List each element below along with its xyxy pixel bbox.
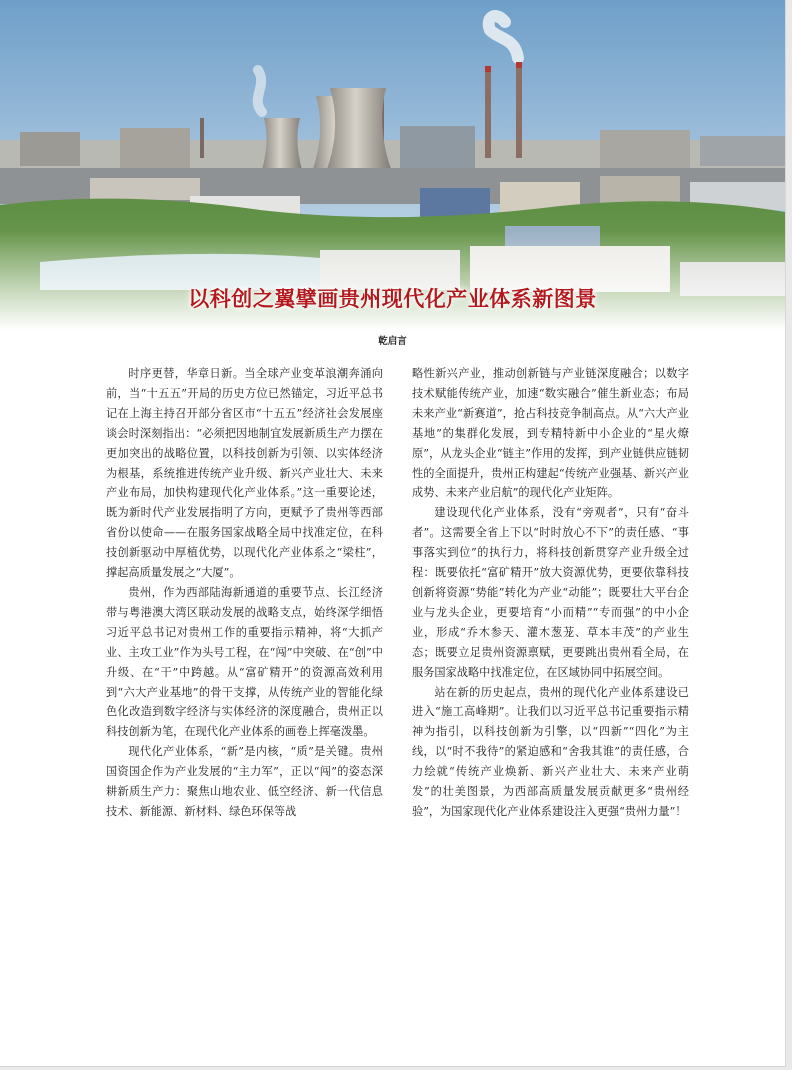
paragraph: 建设现代化产业体系，没有“旁观者”，只有“奋斗者”。这需要全省上下以“时时放心不下”的责任感、“事事落实到位”的执行力，将科技创新贯穿产业升级全过程：既要依托“富矿精开”放大资源优势，更要依靠科技创新将资源“势能”转化为产业“动能”；既要壮大平台企业与龙头企业，更要培育“小而精”“专而强”的中小企业，形成“乔木参天、灌木葱茏、草本丰茂”的产业生态；既要立足贵州资源禀赋，更要跳出贵州看全局，在服务国家战略中找准定位，在区域协同中拓展空间。	[412, 506, 689, 679]
text-column-right	[412, 364, 689, 822]
text-column-left	[106, 364, 383, 822]
paragraph: 站在新的历史起点，贵州的现代化产业体系建设已进入“施工高峰期”。让我们以习近平总书记重要指示精神为指引，以科技创新为引擎，以“四新”“四化”为主线，以“时不我待”的紧迫感和“舍我其谁”的责任感，合力绘就“传统产业焕新、新兴产业壮大、未来产业萌发”的壮美图景，为西部高质量发展贡献更多“贵州经验”，为国家现代化产业体系建设注入更强“贵州力量”！	[412, 685, 689, 818]
industrial-park-illustration	[0, 0, 785, 330]
article-author: 乾启言	[378, 336, 407, 347]
hero-photo	[0, 0, 785, 330]
paragraph: 贵州，作为西部陆海新通道的重要节点、长江经济带与粤港澳大湾区联动发展的战略支点，始终深学细悟习近平总书记对贵州工作的重要指示精神，将“大抓产业、主攻工业”作为头号工程，在“闯”中突破、在“创”中升级、在“干”中跨越。从“富矿精开”的资源高效利用到“六大产业基地”的骨干支撑，从传统产业的智能化绿色化改造到数字经济与实体经济的深度融合，贵州正以科技创新为笔，在现代化产业体系的画卷上挥毫泼墨。	[106, 585, 383, 739]
paragraph-continued: 略性新兴产业，推动创新链与产业链深度融合；以数字技术赋能传统产业，加速“数实融合”催生新业态；布局未来产业“新赛道”，抢占科技竞争制高点。从“六大产业基地”的集群化发展，到专精特新中小企业的“星火燎原”，从龙头企业“链主”作用的发挥，到产业链供应链韧性的全面提升，贵州正构建起“传统产业强基、新兴产业成势、未来产业启航”的现代化产业矩阵。	[412, 367, 689, 500]
paragraph: 现代化产业体系，“新”是内核，“质”是关键。贵州国资国企作为产业发展的“主力军”，正以“闯”的姿态深耕新质生产力：聚焦山地农业、低空经济、新一代信息技术、新能源、新材料、绿色环保等战	[106, 745, 383, 818]
article-title: 以科创之翼擘画贵州现代化产业体系新图景	[188, 286, 597, 311]
paragraph: 时序更替，华章日新。当全球产业变革浪潮奔涌向前，当“十五五”开局的历史方位已然锚定，习近平总书记在上海主持召开部分省区市“十五五”经济社会发展座谈会时深刻指出：“必须把因地制宜发展新质生产力摆在更加突出的战略位置，以科技创新为引领、以实体经济为根基，系统推进传统产业升级、新兴产业壮大、未来产业布局，加快构建现代化产业体系。”这一重要论述，既为新时代产业发展指明了方向，更赋予了贵州等西部省份以使命——在服务国家战略全局中找准定位，在科技创新驱动中厚植优势，以现代化产业体系之“梁柱”，撑起高质量发展之“大厦”。	[106, 367, 383, 580]
